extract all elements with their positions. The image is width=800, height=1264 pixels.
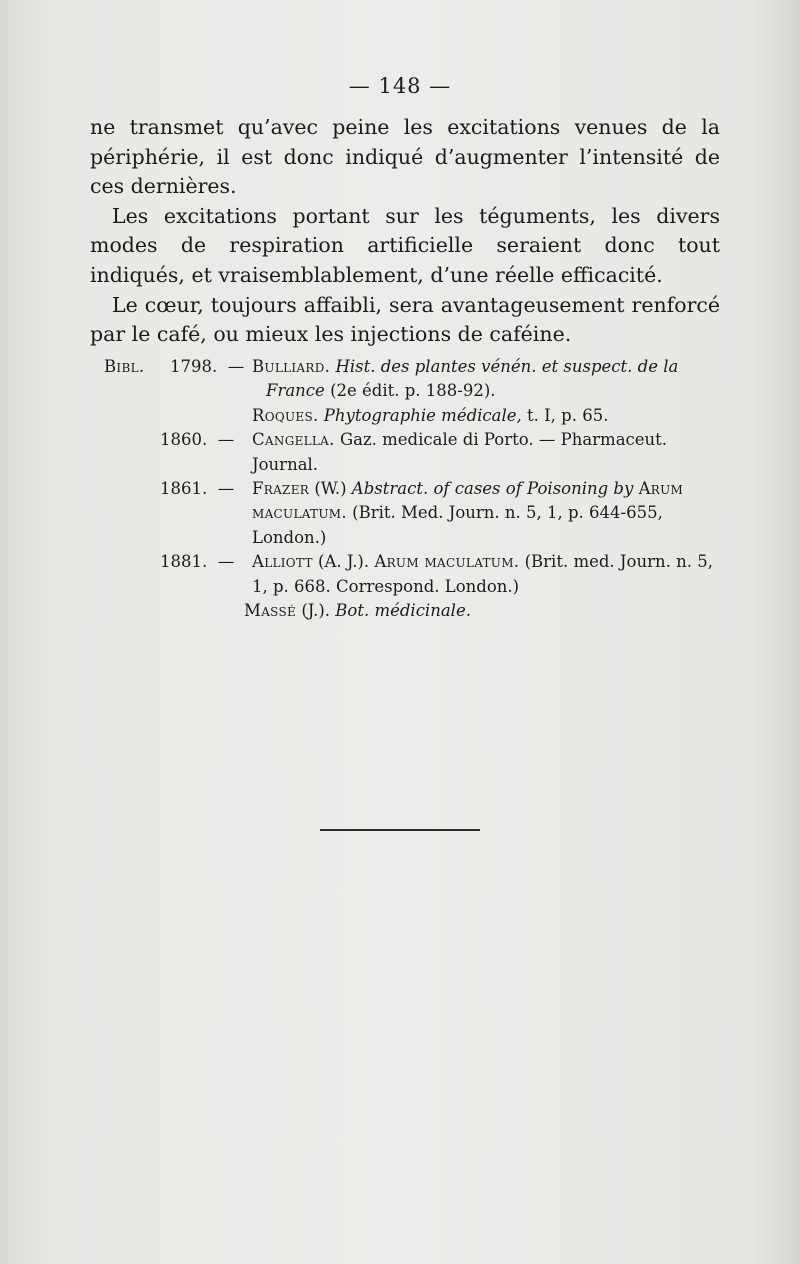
bibliography-entry	[104, 477, 724, 550]
body-text	[90, 113, 720, 350]
entry-title: Bot. médicinale.	[335, 601, 471, 621]
entry-author: Cangella.	[252, 430, 335, 450]
entry-year: 1860. —	[160, 430, 235, 450]
entry-author: Roques.	[252, 405, 319, 425]
entry-initials: (A. J.).	[318, 552, 370, 572]
bibliography	[104, 355, 724, 623]
entry-year: 1861. —	[160, 479, 235, 499]
bibliography-label: Bibl.	[104, 357, 145, 376]
entry-author: Massé	[244, 601, 297, 621]
entry-details: Gaz. medicale di Porto. — Pharmaceut. Journal.	[252, 430, 668, 474]
entry-initials: (J.).	[301, 601, 331, 621]
entry-initials: (W.)	[314, 479, 347, 499]
entry-author: Bulliard.	[252, 357, 331, 376]
bibliography-entry	[104, 428, 724, 477]
entry-title: Phytographie médicale,	[323, 405, 522, 425]
entry-title: Abstract. of cases of Poisoning by	[351, 479, 634, 499]
entry-details: (Brit. med. Journ. n. 5, 1, p. 668. Correspond. London.)	[252, 552, 713, 596]
entry-text	[104, 404, 724, 428]
bibliography-entry	[104, 599, 724, 623]
bibliography-entry	[104, 355, 724, 404]
entry-species: Arum maculatum.	[374, 552, 520, 572]
entry-species: Arum maculatum.	[252, 479, 684, 523]
paragraph: Les excitations portant sur les téguments, les divers modes de respiration artificielle seraient donc tout indiqués, et vraisemblablement, d’une réelle efficacité.	[90, 203, 720, 287]
paragraph: Le cœur, toujours affaibli, sera avantageusement renforcé par le café, ou mieux les injections de caféine.	[90, 292, 720, 347]
entry-title: Hist. des plantes vénén. et suspect. de la France	[266, 357, 679, 401]
entry-author: Frazer	[252, 479, 310, 499]
entry-author: Alliott	[252, 552, 313, 572]
entry-details: t. I, p. 65.	[527, 405, 609, 425]
paragraph: ne transmet qu’avec peine les excitations venues de la périphérie, il est donc indiqué d’augmenter l’intensité de ces dernières.	[90, 115, 720, 199]
entry-details: (Brit. Med. Journ. n. 5, 1, p. 644-655, London.)	[252, 503, 663, 547]
entry-year: 1881. —	[160, 552, 235, 572]
entry-text	[104, 599, 724, 623]
bibliography-entry	[104, 550, 724, 599]
section-rule	[320, 829, 480, 831]
entry-details: (2e édit. p. 188-92).	[330, 381, 496, 401]
entry-year: 1798. —	[170, 357, 245, 376]
bibliography-entry	[104, 404, 724, 428]
page-number: — 148 —	[348, 74, 452, 98]
